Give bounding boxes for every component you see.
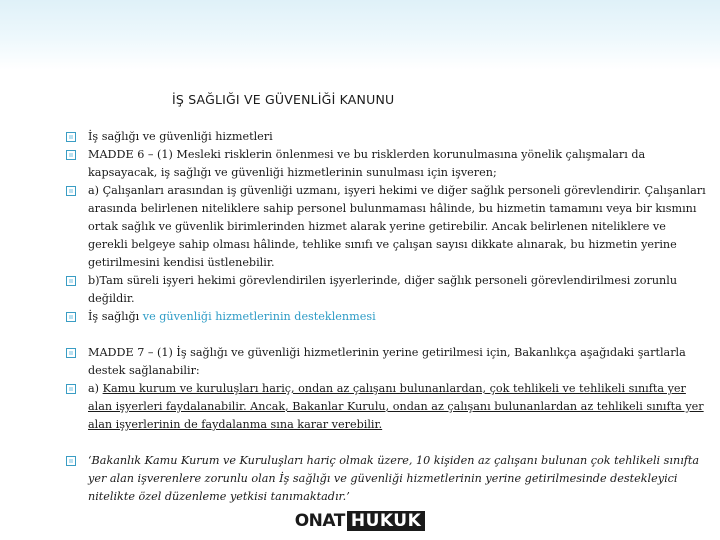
bullet-icon (66, 348, 76, 358)
bullet-icon (66, 276, 76, 286)
item-text-highlight: ve güvenliği hizmetlerinin desteklenmesi (139, 310, 376, 323)
list-item (66, 128, 706, 146)
logo-part-onat: ONAT (294, 511, 345, 531)
bullet-icon (66, 312, 76, 322)
item-text: MADDE 7 – (1) İş sağlığı ve güvenliği hizmetlerinin yerine getirilmesi için, Bakanlıkça aşağıdaki şartlarla destek sağlanabilir: (88, 346, 686, 377)
spacer (66, 434, 706, 452)
header-gradient (0, 0, 720, 70)
item-text-lead: a) (88, 382, 103, 395)
list-item (66, 146, 706, 182)
spacer (66, 326, 706, 344)
bullet-icon (66, 384, 76, 394)
item-text-lead: İş sağlığı (88, 310, 140, 323)
item-text: MADDE 6 – (1) Mesleki risklerin önlenmesi ve bu risklerden korunulmasına yönelik çalışmaları da kapsayacak, iş sağlığı ve güvenliği hizmetlerinin sunulması için işveren; (88, 148, 646, 179)
logo-part-hukuk: HUKUK (347, 511, 425, 531)
bullet-icon (66, 150, 76, 160)
bullet-icon (66, 186, 76, 196)
list-item (66, 380, 706, 434)
logo (0, 510, 720, 532)
list-item (66, 344, 706, 380)
item-text-underlined: Kamu kurum ve kuruluşları hariç, ondan az çalışanı bulunanlardan, çok tehlikeli ve tehlikeli sınıfta yer alan işyerleri faydalanabilir. Ancak, Bakanlar Kurulu, ondan az çalışanı bulunanlardan az tehlikeli sınıfta yer alan işyerlerinin de faydalanma sına karar verebilir. (88, 382, 704, 431)
item-text: b)Tam süreli işyeri hekimi görevlendirilen işyerlerinde, diğer sağlık personeli görevlendirilmesi zorunlu değildir. (88, 274, 678, 305)
list-item (66, 452, 706, 506)
list-item (66, 308, 706, 326)
item-text-quote: ‘Bakanlık Kamu Kurum ve Kuruluşları hariç olmak üzere, 10 kişiden az çalışanı bulunan çok tehlikeli sınıfta yer alan işverenlere zorunlu olan İş sağlığı ve güvenliği hizmetlerinin yerine getirilmesinde destekleyici nitelikte özel düzenleme yetkisi tanımaktadır.’ (88, 454, 700, 503)
list-item (66, 272, 706, 308)
item-text: a) Çalışanları arasından iş güvenliği uzmanı, işyeri hekimi ve diğer sağlık personeli görevlendirir. Çalışanları arasında belirlenen niteliklere sahip personel bulunmaması hâlinde, bu hizmetin tamamını veya bir kısmını ortak sağlık ve güvenlik birimlerinden hizmet alarak yerine getirebilir. Ancak belirlenen niteliklere ve gerekli belgeye sahip olması hâlinde, tehlike sınıfı ve çalışan sayısı dikkate alınarak, bu hizmetin yerine getirilmesini kendisi üstlenebilir. (88, 184, 706, 269)
item-text: İş sağlığı ve güvenliği hizmetleri (88, 130, 273, 143)
bullet-icon (66, 132, 76, 142)
bullet-icon (66, 456, 76, 466)
list-item (66, 182, 706, 272)
bullet-list (66, 128, 706, 506)
page-title: İŞ SAĞLIĞI VE GÜVENLİĞİ KANUNU (172, 92, 395, 107)
